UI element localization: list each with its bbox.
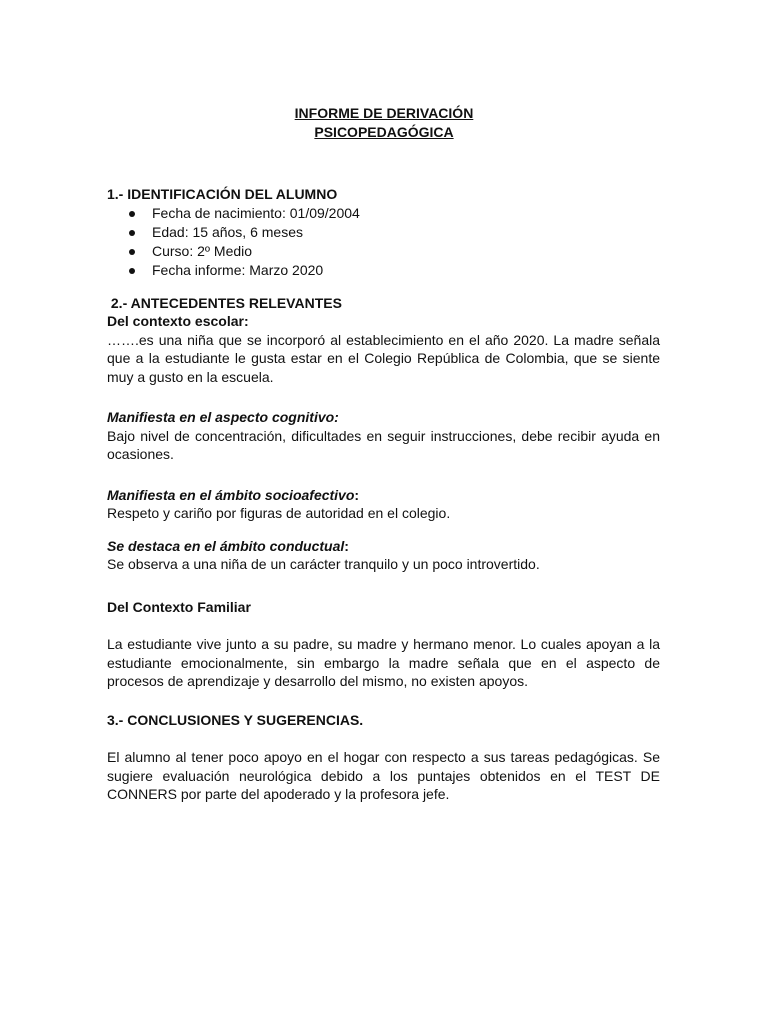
title-line-2: PSICOPEDAGÓGICA [314,124,454,140]
student-identification-list [107,204,660,280]
socioaffective-text: Respeto y cariño por figuras de autoridad en el colegio. [107,505,451,521]
report-date: Fecha informe: Marzo 2020 [152,261,324,278]
list-item [129,204,660,223]
school-context-heading: Del contexto escolar: [107,313,249,329]
bullet-icon [129,230,135,236]
behavioral-heading-text: Se destaca en el ámbito conductual [107,537,345,554]
behavioral-text: Se observa a una niña de un carácter tranquilo y un poco introvertido. [107,556,540,572]
family-context-heading: Del Contexto Familiar [107,598,251,615]
behavioral-heading [107,537,660,556]
section-3-heading: 3.- CONCLUSIONES Y SUGERENCIAS. [107,711,364,728]
bullet-icon [129,268,135,274]
age: Edad: 15 años, 6 meses [152,223,303,240]
birth-date: Fecha de nacimiento: 01/09/2004 [152,204,360,221]
socioaffective-heading [107,486,660,505]
school-context-text: …….es una niña que se incorporó al establecimiento en el año 2020. La madre señala que a la estudiante le gusta estar en el Colegio República de Colombia, que se siente muy a gusto en la escuela. [107,331,660,385]
family-context-text: La estudiante vive junto a su padre, su madre y hermano menor. Lo cuales apoyan a la estudiante emocionalmente, sin embargo la madre señala que en el aspecto de procesos de aprendizaje y desarrollo del mismo, no existen apoyos. [107,636,660,689]
grade: Curso: 2º Medio [152,242,253,259]
behavioral-heading-colon: : [344,537,349,554]
conclusions-text: El alumno al tener poco apoyo en el hogar con respecto a sus tareas pedagógicas. Se sugiere evaluación neurológica debido a los puntajes obtenidos en el TEST DE CONNERS por parte del apoderado y la profesora jefe. [107,749,660,802]
document-body [107,185,660,804]
list-item [129,261,660,280]
socioaffective-heading-colon: : [354,486,360,503]
bullet-icon [129,249,135,255]
list-item [129,242,660,261]
list-item [129,223,660,242]
section-1-heading: 1.- IDENTIFICACIÓN DEL ALUMNO [107,186,338,202]
document-title [0,104,768,142]
cognitive-text: Bajo nivel de concentración, dificultades en seguir instrucciones, debe recibir ayuda en ocasiones. [107,427,660,462]
socioaffective-heading-text: Manifiesta en el ámbito socioafectivo [107,486,355,503]
cognitive-heading: Manifiesta en el aspecto cognitivo: [107,409,339,425]
bullet-icon [129,211,135,217]
section-2-heading: 2.- ANTECEDENTES RELEVANTES [107,294,342,311]
title-line-1: INFORME DE DERIVACIÓN [294,105,474,121]
